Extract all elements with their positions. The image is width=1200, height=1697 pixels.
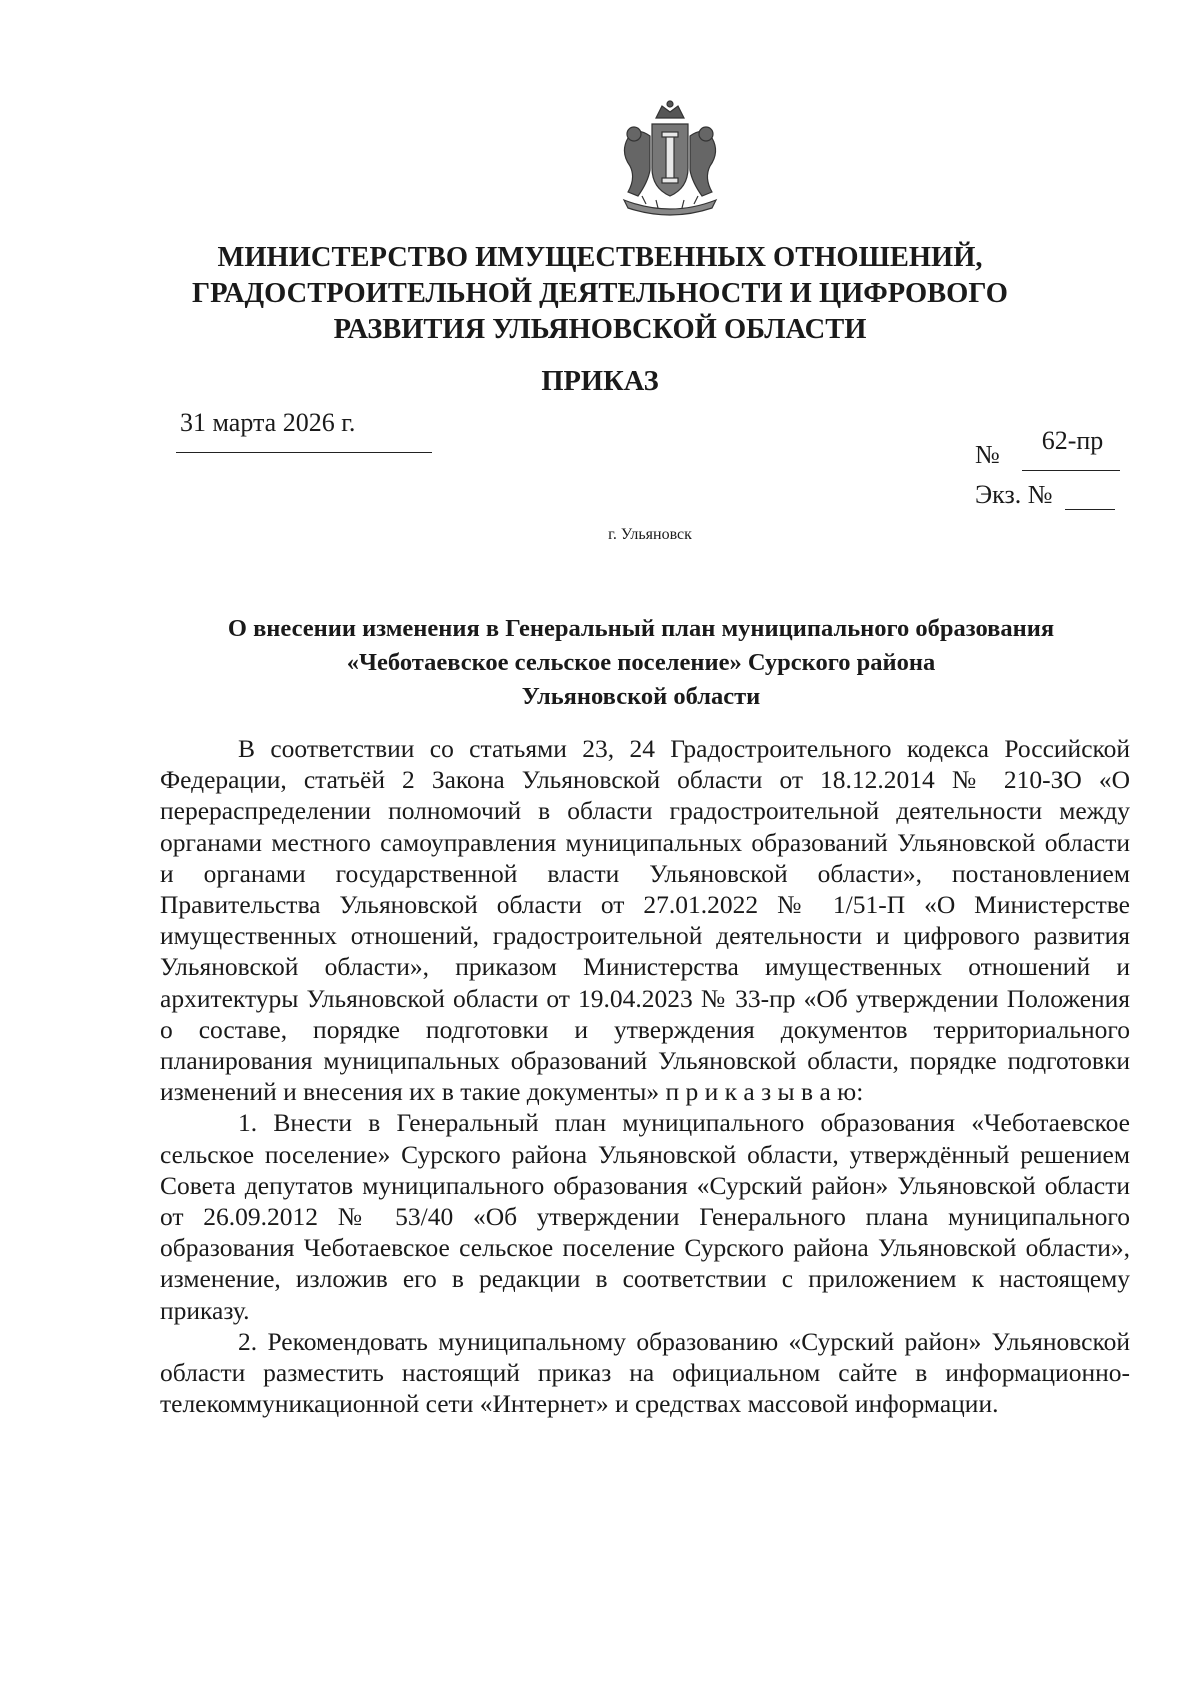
ministry-line-1: МИНИСТЕРСТВО ИМУЩЕСТВЕННЫХ ОТНОШЕНИЙ,: [217, 242, 983, 273]
subject-line-2: «Чеботаевское сельское поселение» Сурского района: [346, 649, 936, 676]
item-2-paragraph: 2. Рекомендовать муниципальному образованию «Сурский район» Ульяновской области разместить настоящий приказ на официальном сайте в информационно-телекоммуникационной сети «Интернет» и средствах массовой информации.: [160, 1326, 1130, 1419]
order-word: п р и к а з ы в а ю:: [665, 1077, 864, 1107]
item-1-paragraph: 1. Внести в Генеральный план муниципального образования «Чеботаевское сельское поселение» Сурского района Ульяновской области, утверждённый решением Совета депутатов муниципального образования «Сурский район» Ульяновской области от 26.09.2012 № 53/40 «Об утверждении Генерального плана муниципального образования Чеботаевское сельское поселение Сурского района Ульяновской области», изменение, изложив его в редакции в соответствии с приложением к настоящему приказу.: [160, 1108, 1130, 1325]
date-underline: [176, 452, 432, 453]
document-type: ПРИКАЗ: [541, 366, 659, 397]
subject-line-3: Ульяновской области: [521, 683, 761, 710]
ministry-line-3: РАЗВИТИЯ УЛЬЯНОВСКОЙ ОБЛАСТИ: [333, 314, 867, 345]
preamble-text: В соответствии со статьями 23, 24 Градостроительного кодекса Российской Федерации, статьёй 2 Закона Ульяновской области от 18.12.2014 № 210-ЗО «О перераспределении полномочий в области градостроительной деятельности между органами местного самоуправления муниципальных образований Ульяновской области и органами государственной власти Ульяновской области», постановлением Правительства Ульяновской области от 27.01.2022 № 1/51-П «О Министерстве имущественных отношений, градостроительной деятельности и цифрового развития Ульяновской области», приказом Министерства имущественных отношений и архитектуры Ульяновской области от 19.04.2023 № 33-пр «Об утверждении Положения о составе, порядке подготовки и утверждения документов территориального планирования муниципальных образований Ульяновской области, порядке подготовки изменений и внесения их в такие документы»: [160, 734, 1130, 1107]
copy-number-underline: [1065, 509, 1115, 510]
order-number-label: №: [975, 440, 1000, 469]
city: г. Ульяновск: [608, 526, 692, 543]
order-date: 31 марта 2026 г.: [180, 408, 356, 437]
coat-of-arms-icon: [606, 96, 734, 220]
ministry-name: [150, 240, 1050, 348]
order-body: [160, 733, 1130, 1419]
subject-line-1: О внесении изменения в Генеральный план муниципального образования: [227, 615, 1055, 642]
order-number: 62-пр: [1041, 426, 1104, 455]
copy-number-label: Экз. №: [975, 480, 1053, 509]
order-number-underline: [1022, 470, 1120, 471]
preamble-paragraph: [160, 733, 1130, 1107]
order-subject: [150, 612, 1132, 714]
ministry-line-2: ГРАДОСТРОИТЕЛЬНОЙ ДЕЯТЕЛЬНОСТИ И ЦИФРОВОГО: [192, 278, 1008, 309]
